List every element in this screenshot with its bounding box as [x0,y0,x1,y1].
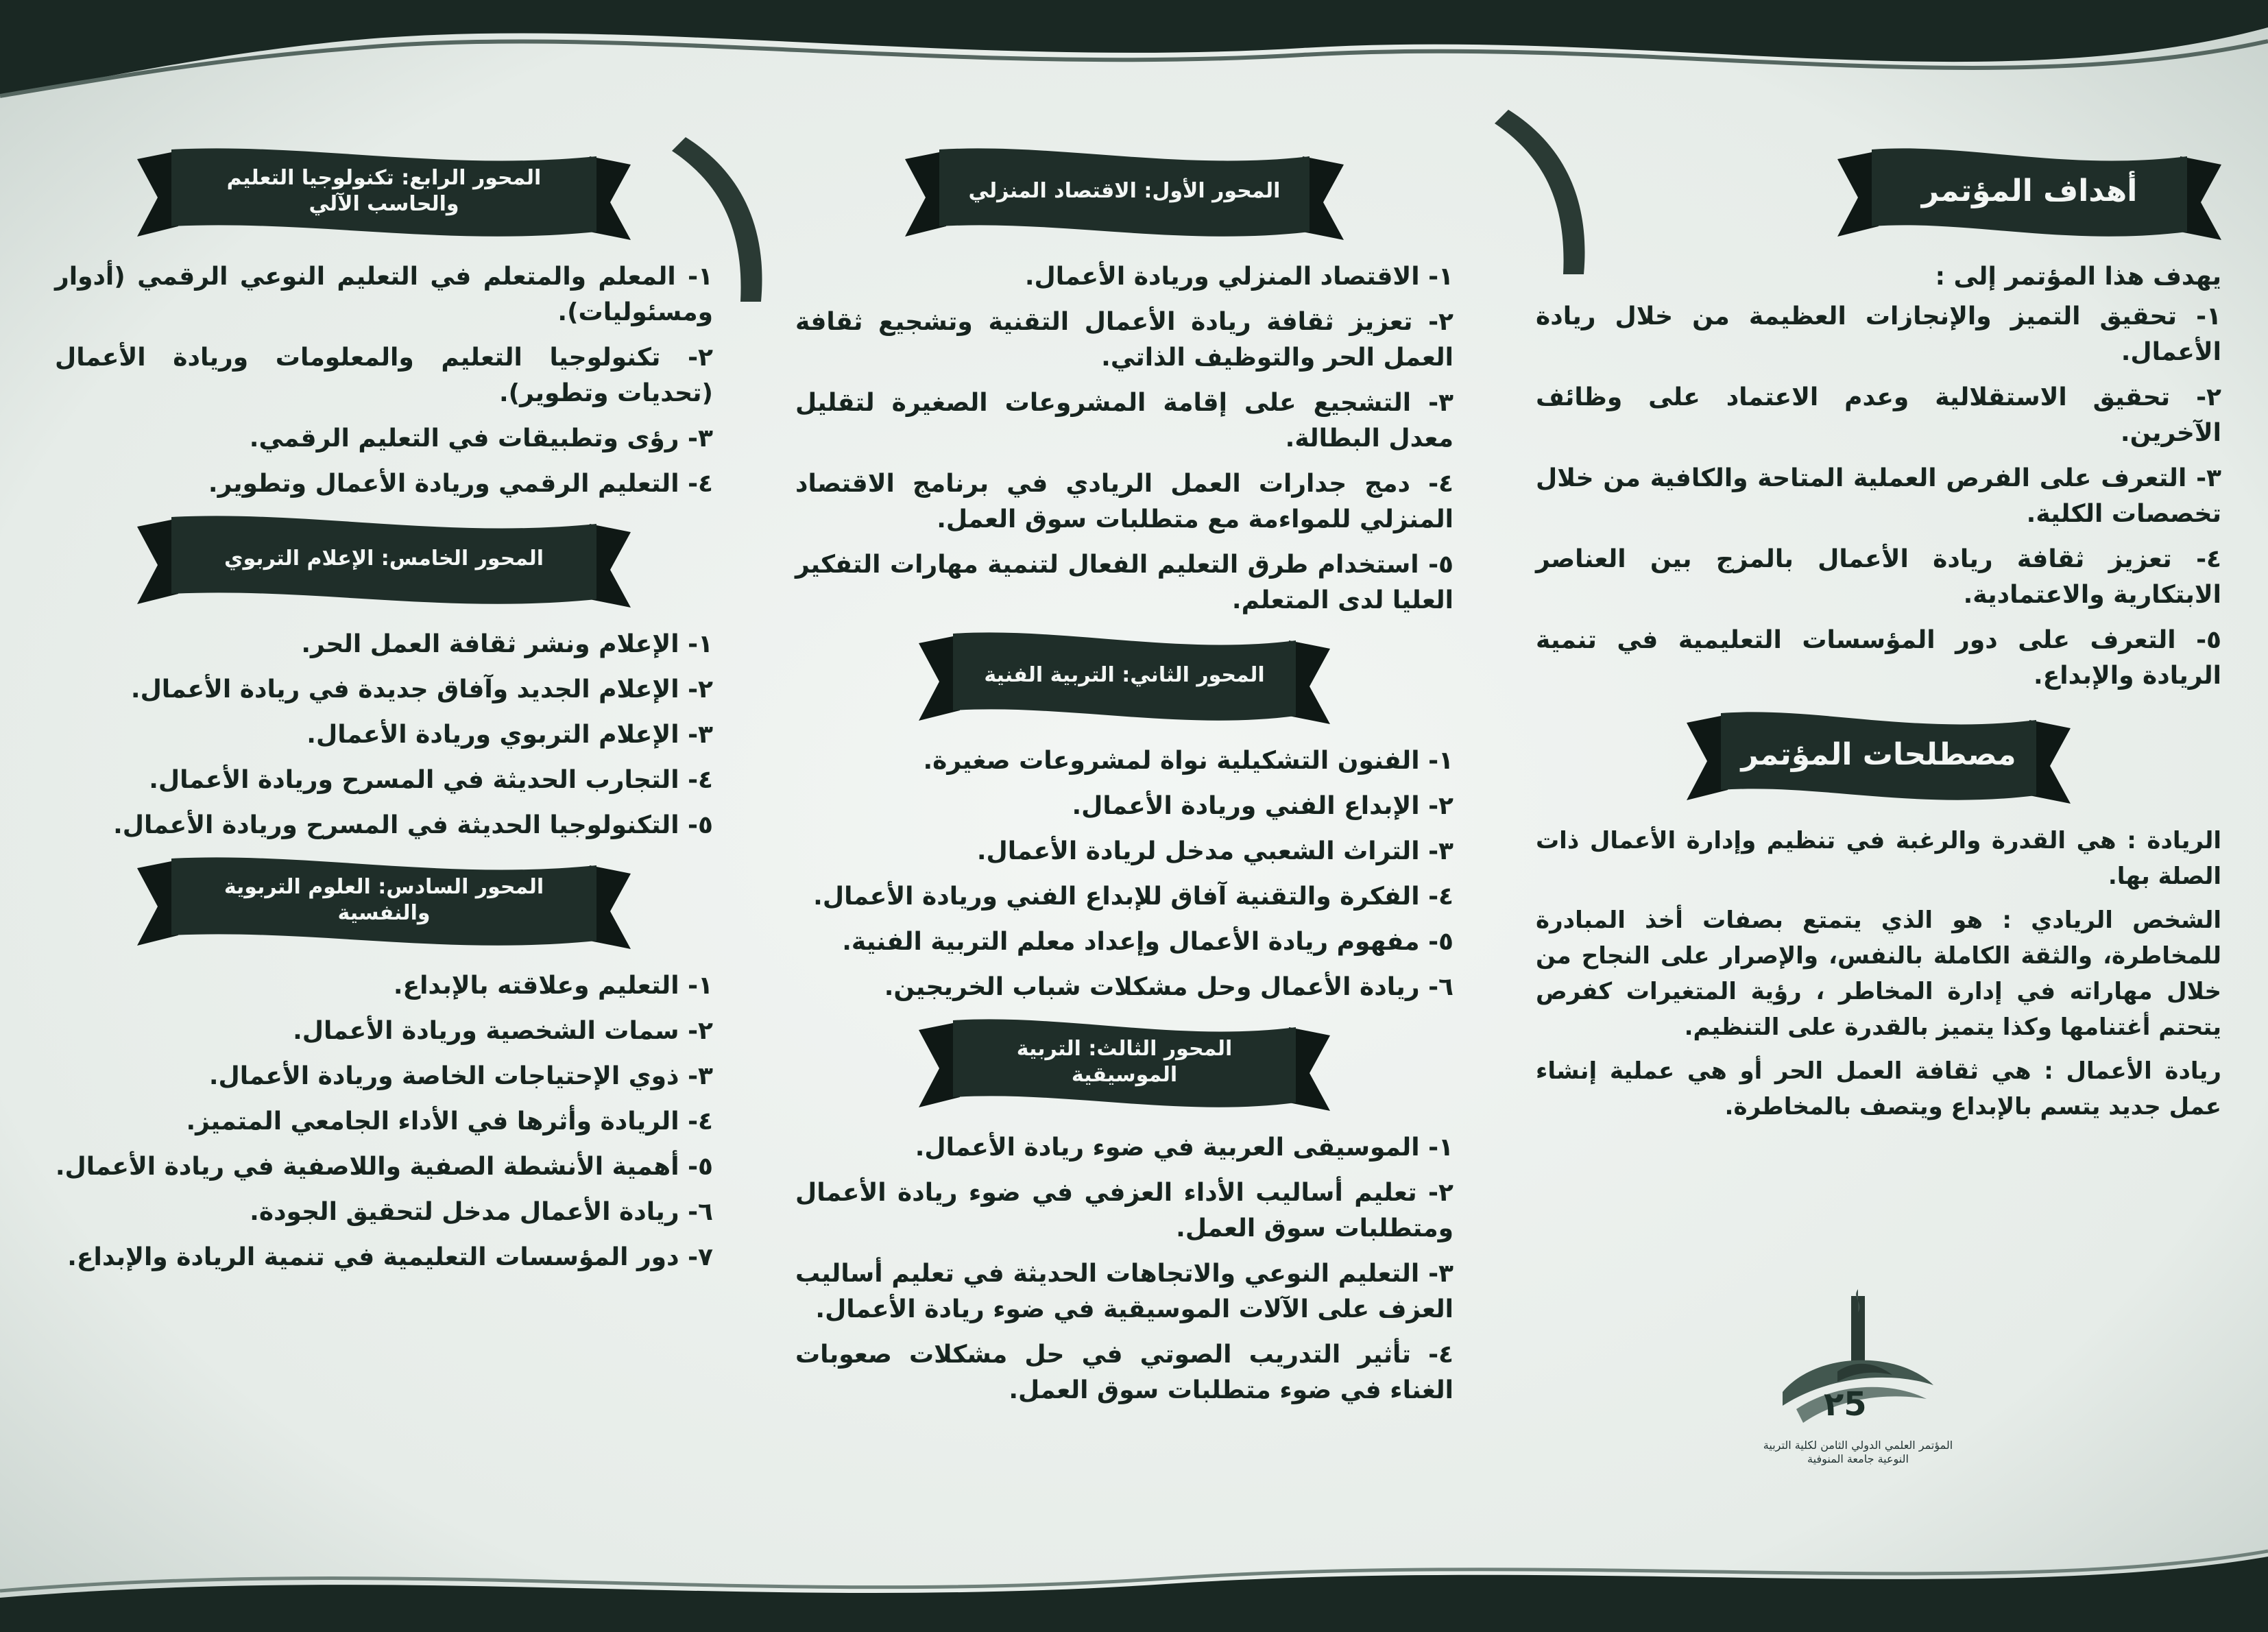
list-item: ٥- أهمية الأنشطة الصفية واللاصفية في ريادة الأعمال. [55,1153,713,1181]
term-label: الريادة : [2127,827,2221,854]
list-item: ٦- ريادة الأعمال وحل مشكلات شباب الخريجين. [884,973,1453,1001]
list-item: ٣- رؤى وتطبيقات في التعليم الرقمي. [249,424,713,453]
list-item: ٣- ذوي الإحتياجات الخاصة وريادة الأعمال. [208,1062,713,1090]
list-item: ٢- تعزيز ثقافة ريادة الأعمال التقنية وتشجيع ثقافة العمل الحر والتوظيف الذاتي. [795,308,1453,372]
list-item: ٢- تكنولوجيا التعليم والمعلومات وريادة الأعمال (تحديات وتطوير). [55,344,713,407]
objectives-heading: أهداف المؤتمر [1921,173,2138,208]
objectives-list [1536,299,2221,694]
axis5-ribbon [137,512,631,614]
list-item: ٤- التعليم الرقمي وريادة الأعمال وتطوير. [208,470,713,498]
list-item: ١- المعلم والمتعلم في التعليم النوعي الرقمي (أدوار ومسئوليات). [55,263,713,326]
list-item: ٣- التعرف على الفرص العملية المتاحة والكافية من خلال تخصصات الكلية. [1536,464,2221,528]
axis1-ribbon [905,144,1344,247]
list-item: ٣- التراث الشعبي مدخل لريادة الأعمال. [976,837,1453,865]
axis5-heading: المحور الخامس: الإعلام التربوي [224,547,544,571]
list-item: ٥- استخدام طرق التعليم الفعال لتنمية مهارات التفكير العليا لدى المتعلم. [795,551,1453,614]
list-item: ١- الموسيقى العربية في ضوء ريادة الأعمال. [915,1133,1453,1162]
list-item: ٥- مفهوم ريادة الأعمال وإعداد معلم التربية الفنية. [842,928,1453,956]
term-definition: هي القدرة والرغبة في تنظيم وإدارة الأعمال ذات الصلة بها. [1536,827,2221,890]
list-item: ١- الفنون التشكيلية نواة لمشروعات صغيرة. [923,747,1453,775]
term-label: الشخص الريادي : [2002,907,2221,934]
list-item: ٣- التشجيع على إقامة المشروعات الصغيرة لتقليل معدل البطالة. [795,389,1453,453]
axis1-list [795,259,1453,619]
term-entry [1536,902,2221,1045]
terms-ribbon [1687,708,2071,811]
list-item: ١- الإعلام ونشر ثقافة العمل الحر. [301,630,713,658]
list-item: ٢- الإعلام الجديد وآفاق جديدة في ريادة الأعمال. [130,675,713,704]
list-item: ٤- تأثير التدريب الصوتي في حل مشكلات صعوبات الغناء في ضوء متطلبات سوق العمل. [795,1341,1453,1404]
objectives-ribbon [1837,144,2221,247]
term-entry [1536,1053,2221,1125]
list-item: ٢- سمات الشخصية وريادة الأعمال. [293,1017,713,1045]
list-item: ٢- تحقيق الاستقلالية وعدم الاعتماد على وظائف الآخرين. [1536,383,2221,447]
term-label: ريادة الأعمال : [2044,1057,2221,1085]
axis6-ribbon [137,853,631,956]
terms-heading: مصطلحات المؤتمر [1741,737,2016,772]
list-item: ٧- دور المؤسسات التعليمية في تنمية الريادة والإبداع. [67,1243,713,1271]
logo-caption: المؤتمر العلمي الدولي الثامن لكلية التربية النوعية جامعة المنوفية [1763,1439,1953,1465]
axis3-ribbon [919,1015,1330,1118]
axis6-heading: المحور السادس: العلوم التربوية والنفسية [224,875,544,925]
bottom-wave-decor [0,1543,2268,1632]
term-definition: هي ثقافة العمل الحر أو هي عملية إنشاء عمل جديد يتسم بالإبداع ويتصف بالمخاطرة. [1536,1057,2221,1120]
objectives-intro: يهدف هذا المؤتمر إلى : [1935,263,2221,291]
list-item: ٣- التعليم النوعي والاتجاهات الحديثة في تعليم أساليب العزف على الآلات الموسيقية في ضوء ريادة الأعمال. [795,1260,1453,1323]
list-item: ٢- الإبداع الفني وريادة الأعمال. [1072,792,1453,820]
axis2-heading: المحور الثاني: التربية الفنية [984,663,1265,687]
axis3-heading: المحور الثالث: التربية الموسيقية [1016,1037,1233,1087]
list-item: ٤- الفكرة والتقنية آفاق للإبداع الفني وريادة الأعمال. [813,883,1453,911]
list-item: ٢- تعليم أساليب الأداء العزفي في ضوء ريادة الأعمال ومتطلبات سوق العمل. [795,1179,1453,1243]
term-definition: هو الذي يتمتع بصفات أخذ المبادرة للمخاطرة، والثقة الكاملة بالنفس، والإصرار على النجاح من خلال مهاراته في إدارة المخاطر ، رؤية المتغيرات كفرص يتحتم أغتنامها وكذا يتميز بالقدرة على التنظيم. [1536,907,2221,1041]
axis4-list [55,259,713,502]
axis2-ribbon [919,628,1330,731]
list-item: ١- الاقتصاد المنزلي وريادة الأعمال. [1024,263,1453,291]
conference-logo [1755,1289,1961,1495]
list-item: ٤- دمج جدارات العمل الريادي في برنامج الاقتصاد المنزلي للمواءمة مع متطلبات سوق العمل. [795,470,1453,533]
column-axes-1-3 [795,144,1453,1550]
list-item: ٦- ريادة الأعمال مدخل لتحقيق الجودة. [250,1198,713,1226]
term-entry [1536,823,2221,894]
axis6-list [55,968,713,1275]
axis3-list [795,1130,1453,1408]
list-item: ٤- التجارب الحديثة في المسرح وريادة الأعمال. [149,766,713,794]
axis1-heading: المحور الأول: الاقتصاد المنزلي [968,179,1281,203]
top-wave-decor [0,0,2268,117]
list-item: ٥- التعرف على دور المؤسسات التعليمية في تنمية الريادة والإبداع. [1536,626,2221,690]
list-item: ٥- التكنولوجيا الحديثة في المسرح وريادة الأعمال. [113,811,713,839]
axis2-list [795,743,1453,1005]
logo-number: ٢5 [1824,1385,1867,1424]
list-item: ١- التعليم وعلاقته بالإبداع. [393,972,713,1000]
axis4-ribbon [137,144,631,247]
list-item: ٣- الإعلام التربوي وريادة الأعمال. [306,721,713,749]
axis4-heading: المحور الرابع: تكنولوجيا التعليم والحاسب الآلي [226,166,542,216]
list-item: ١- تحقيق التميز والإنجازات العظيمة من خلال ريادة الأعمال. [1536,302,2221,366]
list-item: ٤- تعزيز ثقافة ريادة الأعمال بالمزج بين العناصر الابتكارية والاعتمادية. [1536,545,2221,609]
column-axes-4-6 [55,144,713,1550]
terms-list [1536,823,2221,1125]
axis5-list [55,627,713,843]
list-item: ٤- الريادة وأثرها في الأداء الجامعي المتميز. [186,1107,713,1136]
